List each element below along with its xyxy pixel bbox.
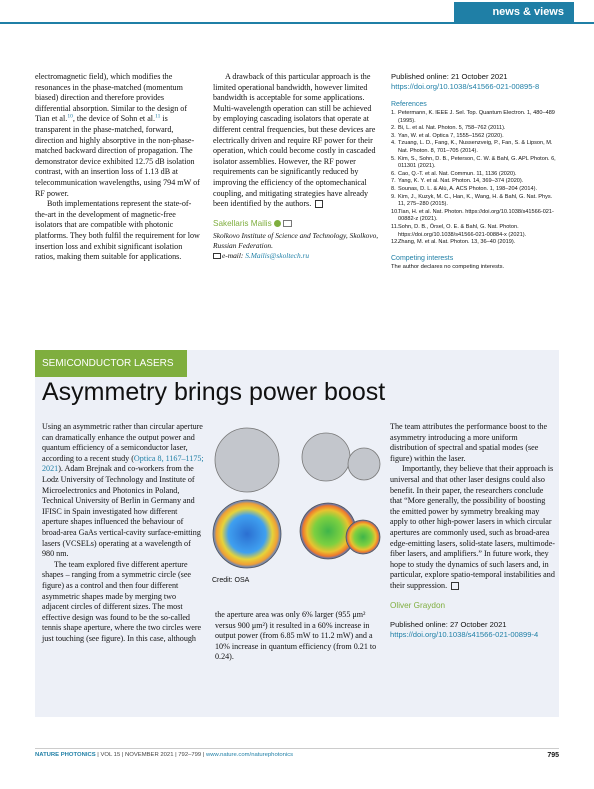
- reference-text: Yang, K. Y. et al. Nat. Photon. 14, 369–374 (2020).: [398, 178, 524, 185]
- column-1: [35, 72, 200, 263]
- reference-item: [391, 224, 561, 239]
- reference-number: 5.: [391, 155, 396, 162]
- footer-rule: [35, 748, 559, 749]
- reference-text: Cao, Q.-T. et al. Nat. Commun. 11, 1136 (2020).: [398, 170, 517, 177]
- reference-item: [391, 178, 561, 186]
- reference-number: 2.: [391, 125, 396, 132]
- reference-number: 7.: [391, 178, 396, 185]
- reference-item: [391, 140, 561, 155]
- page-number: 795: [547, 752, 559, 759]
- col1-paragraph-1: electromagnetic field), which modifies the resonances in the phase-matched (momentum biased) direction and therefore provides differential absorption. Similar to the design of Tian et al.$^{10}$, the device of Sohn et al.$^{11}$ is transparent in the phase-matched, forward, direction and highly absorptive in the non-phase-matched backward direction of propagation. The demonstrator device exhibited 12.75 dB isolation contrast, with an insertion loss of 1.13 dB at telecommunication wavelengths, using 794 mW of RF power.: [35, 72, 200, 198]
- end-mark-icon: [315, 200, 323, 208]
- figure-apertures: [212, 420, 382, 580]
- author-name[interactable]: Sakellaris Mailis: [213, 218, 272, 228]
- reference-number: 12.: [391, 239, 399, 246]
- reference-text: Tian, H. et al. Nat. Photon. https://doi.org/10.1038/s41566-021-00882-z (2021).: [398, 208, 554, 223]
- col1-paragraph-2: Both implementations represent the state-of-the-art in the development of magnetic-free isolators that are compatible with photonic platforms. They both fulfil the requirement for low insertion loss and exhibit significant isolation ratios, making them suitable for applications.: [35, 199, 200, 262]
- reference-item: [391, 156, 561, 171]
- references-heading: References: [391, 101, 427, 108]
- journal-url[interactable]: www.nature.com/naturephotonics: [206, 752, 294, 758]
- reference-number: 1.: [391, 110, 396, 116]
- reference-number: 9.: [391, 193, 396, 200]
- header-bar: [0, 0, 594, 22]
- box-right-column: [390, 422, 555, 640]
- published-date-1: Published online: 21 October 2021: [391, 72, 508, 81]
- author-line: [213, 219, 380, 230]
- reference-text: Sounas, D. L. & Alù, A. ACS Photon. 1, 198–204 (2014).: [398, 185, 538, 192]
- tennis-aperture-large: [302, 433, 350, 481]
- box-left-column: [42, 422, 204, 644]
- competing-heading: Competing interests: [391, 254, 454, 262]
- reference-list: [391, 110, 561, 247]
- end-mark-icon: [451, 582, 459, 590]
- reference-item: [391, 133, 561, 141]
- reference-item: [391, 110, 561, 125]
- reference-text: Bi, L. et al. Nat. Photon. 5, 758–762 (2011).: [398, 125, 506, 132]
- reference-number: 6.: [391, 170, 396, 177]
- circle-aperture-shape: [215, 428, 279, 492]
- reference-number: 10.: [391, 208, 399, 215]
- envelope-icon: [213, 253, 221, 259]
- reference-item: [391, 194, 561, 209]
- column-2: [213, 72, 380, 261]
- mail-icon[interactable]: [283, 220, 292, 227]
- figure-credit: Credit: OSA: [212, 577, 250, 584]
- reference-item: [391, 186, 561, 194]
- column-3: [391, 72, 561, 270]
- optica-citation-link[interactable]: Optica 8, 1167–1175; 2021: [42, 453, 204, 474]
- reference-text: Sohn, D. B., Örsel, O. E. & Bahl, G. Nat. Photon. https://doi.org/10.1038/s41566-021-00884-x (2021).: [398, 223, 527, 238]
- figure-graphic: [212, 420, 382, 580]
- reference-text: Yan, W. et al. Optica 7, 1555–1562 (2020).: [398, 132, 504, 139]
- reference-item: [391, 171, 561, 179]
- reference-text: Zhang, M. et al. Nat. Photon. 13, 36–40 (2019).: [398, 239, 516, 246]
- orcid-icon[interactable]: [274, 220, 281, 227]
- issue-info: | VOL 15 | NOVEMBER 2021 | 792–799 |: [95, 752, 207, 758]
- reference-item: [391, 209, 561, 224]
- col2-paragraph-1: A drawback of this particular approach is the limited operational bandwidth, however limited bandwidth is acceptable for some applications. Multi-wavelength operation can still be achieved by employing cascading isolators that operate at different central frequencies, but these devices are electrically driven and require RF power for their operation, which could become costly in cascaded isolator assemblies. However, the RF power requirements can be significantly reduced by improving the efficiency of the optomechanical coupling, and mitigating strategies have already been identified by the authors.: [213, 72, 376, 209]
- affiliation: Skolkovo Institute of Science and Technology, Skolkovo, Russian Federation.: [213, 231, 379, 251]
- reference-text: Petermann, K. IEEE J. Sel. Top. Quantum Electron. 1, 480–489 (1995).: [398, 110, 555, 124]
- email-line: e-mail: S.Mailis@skoltech.ru: [213, 251, 380, 261]
- reference-number: 11.: [391, 223, 399, 230]
- reference-number: 8.: [391, 185, 396, 192]
- tennis-emission-map-small: [346, 520, 380, 554]
- reference-text: Tzuang, L. D., Fang, K., Nussenzveig, P., Fan, S. & Lipson, M. Nat. Photon. 8, 701–705 (2014).: [398, 140, 553, 154]
- box-author[interactable]: Oliver Graydon: [390, 600, 446, 610]
- doi-link-2[interactable]: https://doi.org/10.1038/s41566-021-00899-4: [390, 630, 539, 640]
- box-left-paragraph-1: Using an asymmetric rather than circular aperture can dramatically enhance the output power and quantum efficiency of a semiconductor laser, according to a recent study (Optica 8, 1167–1175; 2021). Adam Brejnak and co-workers from the Lodz University of Technology and Institute of Microelectronics and Photonics in Poland, Technical University of Berlin in Germany and IFISC in Spain investigated how different aperture shapes influenced the behaviour of broad-area GaAs vertical-cavity surface-emitting lasers (VCSELs) operating at a wavelength of 980 nm.: [42, 422, 204, 559]
- reference-text: Kim, J., Kuzyk, M. C., Han, K., Wang, H. & Bahl, G. Nat. Phys. 11, 275–280 (2015).: [398, 193, 553, 208]
- circle-emission-map: [213, 500, 281, 568]
- box-right-paragraph-1: The team attributes the performance boost to the asymmetry introducing a more uniform distribution of spectral and spatial modes (see figure) within the laser.: [390, 422, 548, 463]
- box-left-paragraph-2: The team explored five different aperture shapes – ranging from a symmetric circle (see figure) as a control and then four different asymmetric shapes made by merging two adjacent circles of different sizes. The most effective design was found to be the so-called tennis shape aperture, where the two circles were just touching (see figure). In this case, although: [42, 559, 202, 643]
- reference-number: 4.: [391, 140, 396, 147]
- tennis-aperture-small: [348, 448, 380, 480]
- box-headline: Asymmetry brings power boost: [42, 378, 386, 406]
- reference-item: [391, 239, 561, 247]
- published-date-2: Published online: 27 October 2021: [390, 620, 507, 630]
- box-right-paragraph-2: Importantly, they believe that their approach is universal and that other laser designs could also benefit. In their paper, the researchers conclude that “More generally, the possibility of boosting the emitted power by symmetry breaking may apply to other high-power lasers in which circular apertures are commonly used, such as broad-area edge-emitting lasers, solid-state lasers, multimode-fiber lasers, and amplifiers.” In future work, they hope to study the dynamics of such lasers and, in particular, explore spatio-temporal instabilities and their suppression.: [390, 464, 555, 590]
- box-middle-column: [215, 610, 385, 663]
- box-section-tag: SEMICONDUCTOR LASERS: [35, 350, 187, 377]
- header-rule: [0, 22, 594, 24]
- box-middle-paragraph: the aperture area was only 6% larger (955 μm² versus 900 μm²) it resulted in a 60% increase in output power (from 6.85 mW to 11.2 mW) and a 10% increase in quantum efficiency (from 0.21 to 0.24).: [215, 610, 377, 662]
- email-link[interactable]: S.Mailis@skoltech.ru: [245, 250, 310, 260]
- section-label: news & views: [454, 2, 574, 22]
- doi-link-1[interactable]: https://doi.org/10.1038/s41566-021-00895-8: [391, 82, 540, 91]
- page-footer: [35, 752, 559, 758]
- competing-text: The author declares no competing interests.: [391, 263, 505, 270]
- reference-text: Kim, S., Sohn, D. B., Peterson, C. W. & Bahl, G. APL Photon. 6, 011301 (2021).: [398, 155, 556, 170]
- reference-item: [391, 125, 561, 133]
- journal-name: NATURE PHOTONICS: [35, 752, 96, 758]
- reference-number: 3.: [391, 132, 396, 139]
